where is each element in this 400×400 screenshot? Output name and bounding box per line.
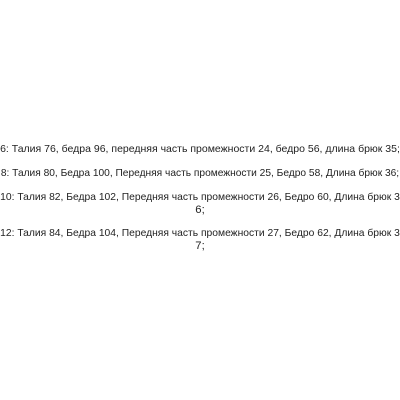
size-12-line: 12: Талия 84, Бедра 104, Передняя часть промежности 27, Бедро 62, Длина брюк 3 <box>0 228 400 239</box>
size-8-line: 8: Талия 80, Бедра 100, Передняя часть промежности 25, Бедро 58, Длина брюк 36; <box>0 168 400 179</box>
size-10-line: 10: Талия 82, Бедра 102, Передняя часть промежности 26, Бедро 60, Длина брюк 3 <box>0 192 400 203</box>
size-chart-text <box>0 143 400 253</box>
size-12-line-wrap: 7; <box>195 240 205 252</box>
spacer <box>0 217 400 227</box>
size-10-line-wrap: 6; <box>195 204 205 216</box>
spacer <box>0 180 400 191</box>
spacer <box>0 156 400 167</box>
size-6-line: 6: Талия 76, бедра 96, передняя часть промежности 24, бедро 56, длина брюк 35; <box>0 143 400 155</box>
